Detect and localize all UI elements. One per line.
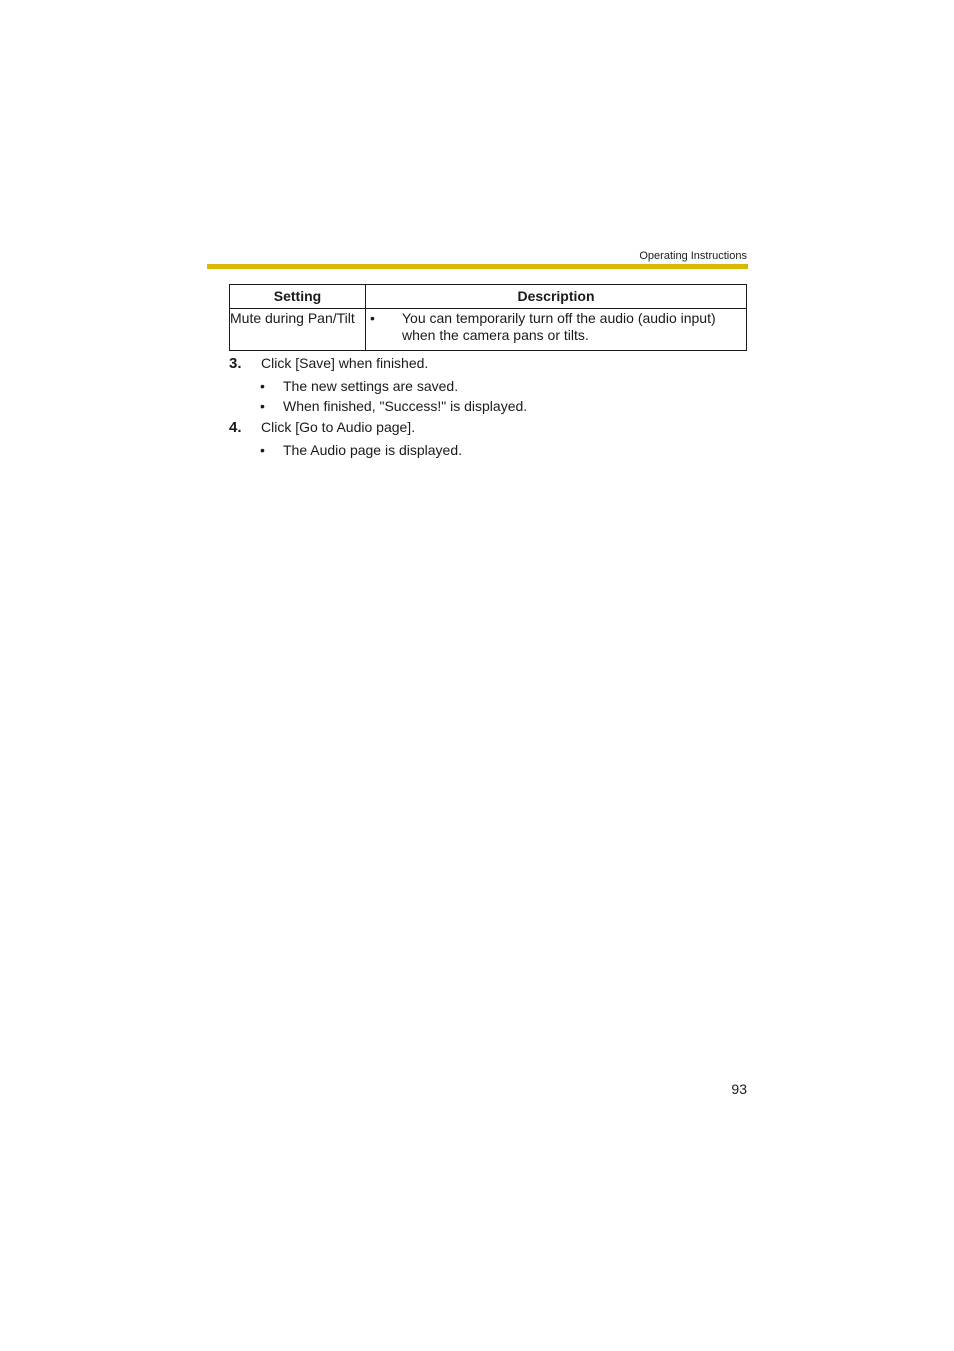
table-row	[230, 309, 747, 351]
bullet-icon: •	[370, 310, 375, 326]
step-3	[229, 355, 428, 372]
list-item-text: The new settings are saved.	[283, 378, 459, 394]
step-text: Click [Save] when finished.	[261, 355, 429, 371]
list-item	[260, 398, 527, 415]
description-cell	[366, 309, 747, 351]
running-header: Operating Instructions	[639, 250, 747, 262]
settings-table	[229, 284, 747, 351]
bullet-icon: •	[260, 378, 265, 394]
column-header-setting: Setting	[230, 285, 366, 309]
list-item	[260, 378, 458, 395]
description-text: You can temporarily turn off the audio (audio input) when the camera pans or tilts.	[402, 310, 716, 343]
list-item	[260, 442, 462, 459]
table-header-row	[230, 285, 747, 309]
bullet-icon: •	[260, 442, 265, 458]
list-item-text: When finished, "Success!" is displayed.	[283, 398, 528, 414]
page-number: 93	[731, 1081, 747, 1097]
column-header-description: Description	[366, 285, 747, 309]
step-text: Click [Go to Audio page].	[261, 419, 416, 435]
step-number: 4.	[229, 419, 242, 436]
setting-cell: Mute during Pan/Tilt	[230, 309, 366, 351]
list-item-text: The Audio page is displayed.	[283, 442, 463, 458]
bullet-icon: •	[260, 398, 265, 414]
header-rule	[207, 264, 748, 269]
step-4	[229, 419, 415, 436]
step-number: 3.	[229, 355, 242, 372]
